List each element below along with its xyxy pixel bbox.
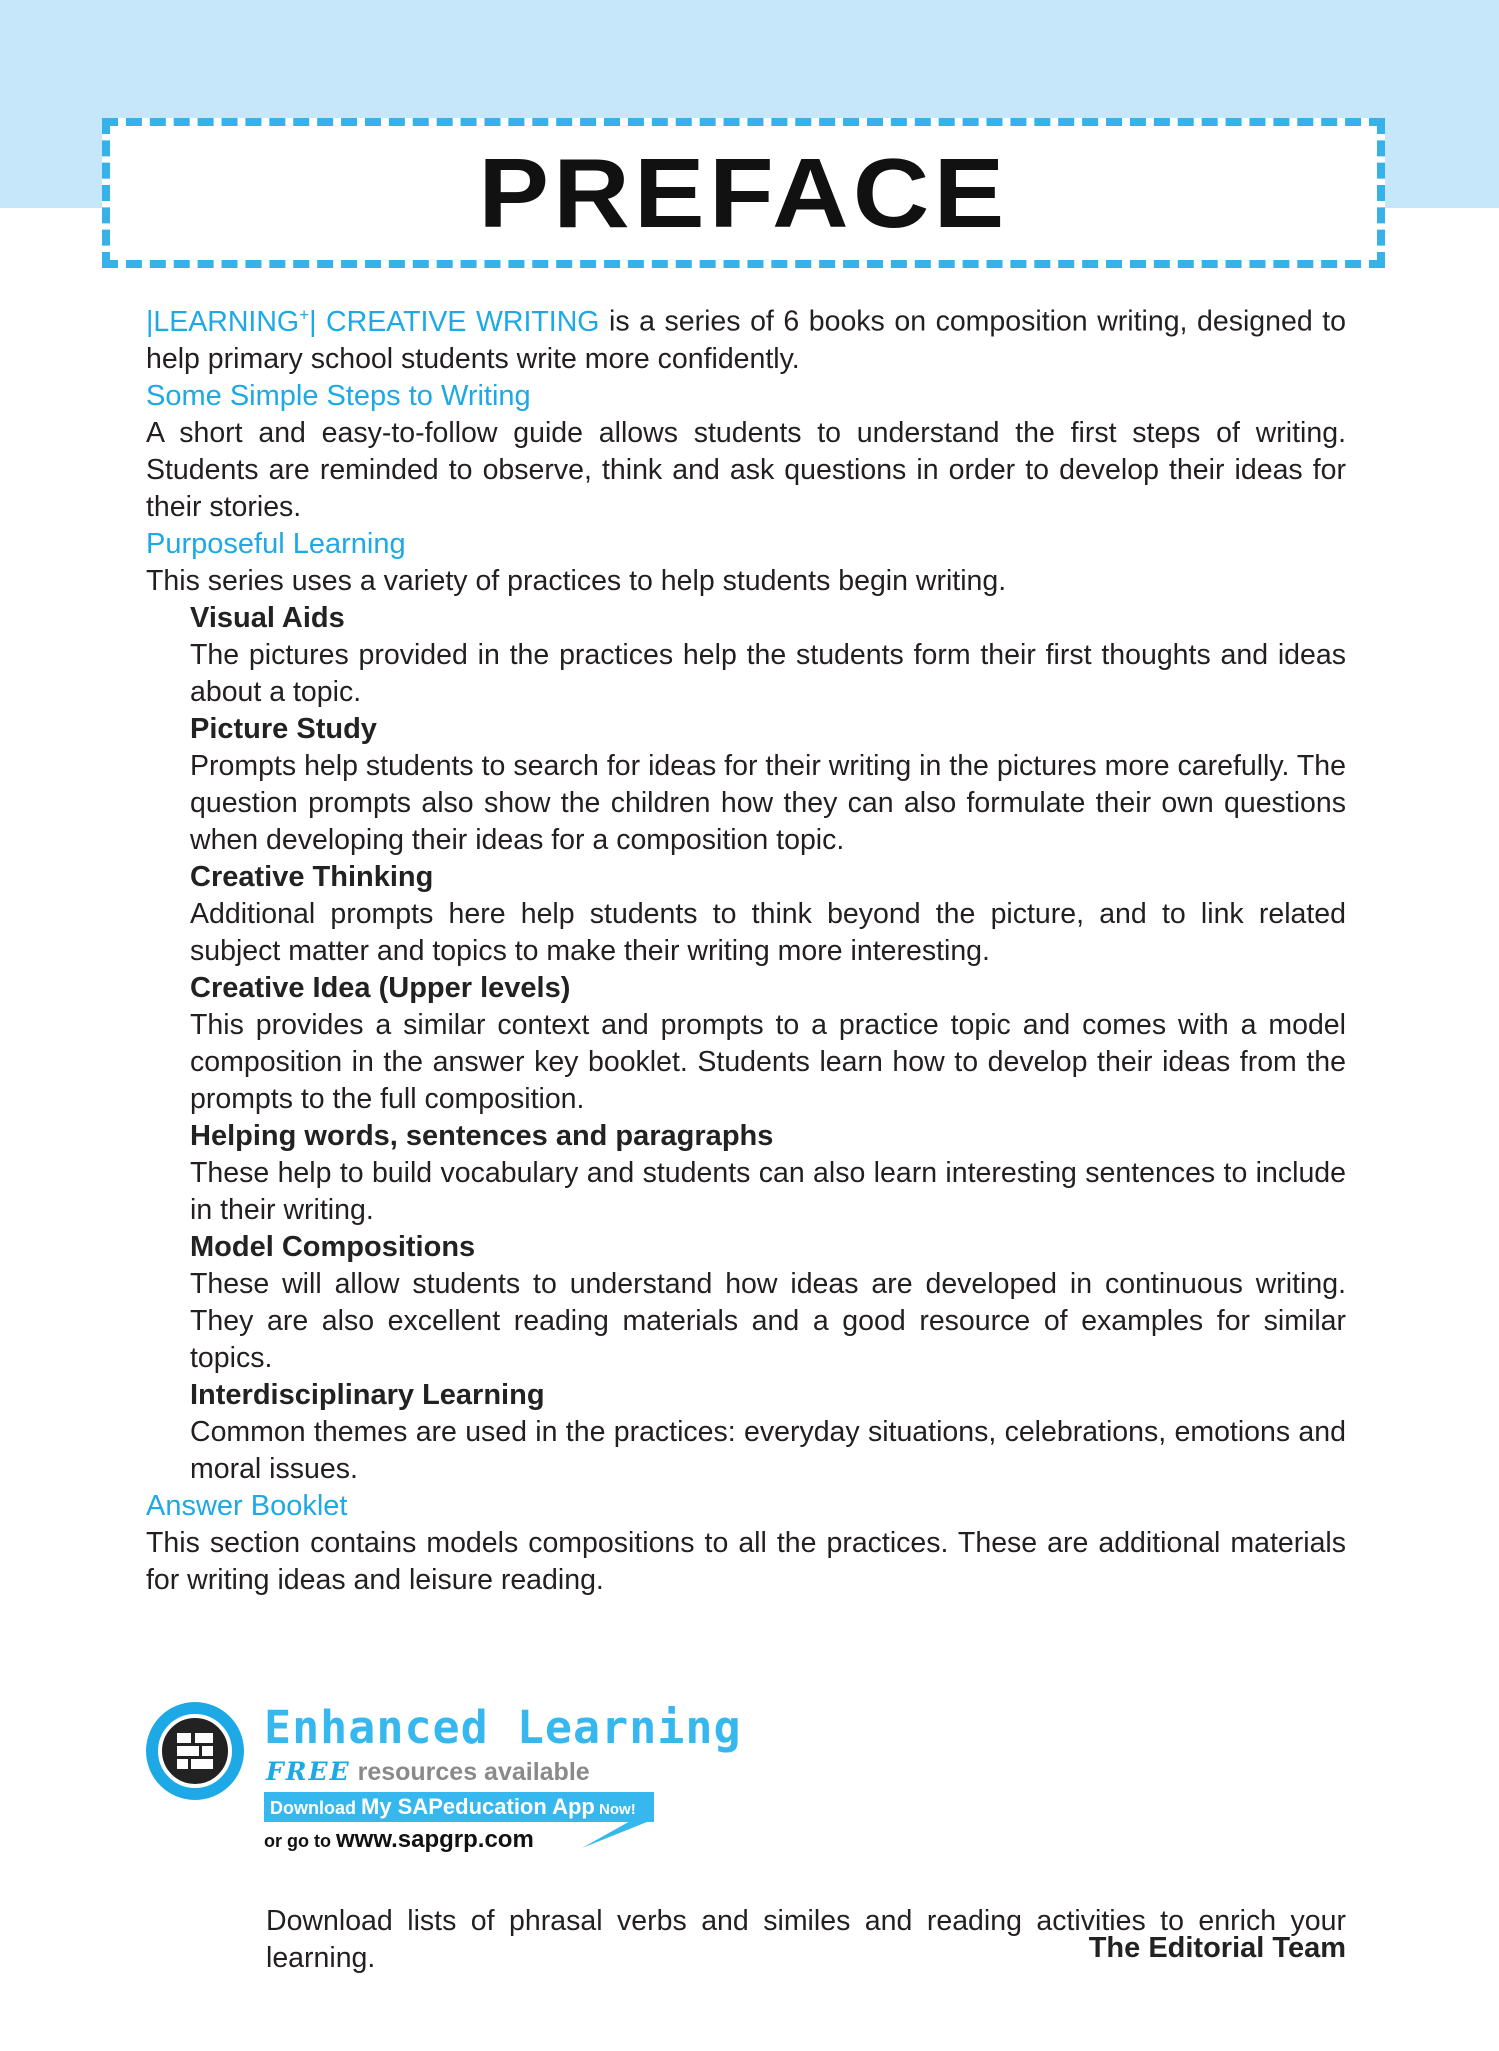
- subbody-helping-words: These help to build vocabulary and students can also learn interesting sentences to include in their writing.: [190, 1156, 1346, 1226]
- signoff: The Editorial Team: [1088, 1932, 1346, 1964]
- subbody-model-compositions: These will allow students to understand how ideas are developed in continuous writing. They are also excellent reading materials and a good resource of examples for similar topics.: [190, 1267, 1346, 1374]
- subbody-interdisciplinary: Common themes are used in the practices: everyday situations, celebrations, emotions and moral issues.: [190, 1415, 1346, 1485]
- series-name-part2: | CREATIVE WRITING: [309, 305, 600, 338]
- website-line: [264, 1826, 534, 1854]
- subbody-visual-aids: The pictures provided in the practices help the students form their first thoughts and ideas about a topic.: [190, 638, 1346, 708]
- subbody-creative-idea: This provides a similar context and prompts to a practice topic and comes with a model composition in the answer key booklet. Students learn how to develop their ideas from the prompts to the full composition.: [190, 1008, 1346, 1115]
- section-body-purposeful: This series uses a variety of practices to help students begin writing.: [146, 564, 1007, 597]
- subheading-creative-thinking: Creative Thinking: [190, 860, 434, 893]
- enhanced-learning-promo: [146, 1701, 1346, 1974]
- title-frame: [102, 118, 1385, 268]
- website-link[interactable]: www.sapgrp.com: [335, 1826, 534, 1853]
- section-heading-answer: Answer Booklet: [146, 1489, 348, 1522]
- series-name-part1: |LEARNING: [146, 305, 300, 338]
- banner-arrow-icon: [572, 1820, 652, 1850]
- logo-grid-icon: [158, 1714, 232, 1788]
- preface-body: [146, 296, 1346, 1599]
- subheading-model-compositions: Model Compositions: [190, 1230, 476, 1263]
- page-title: PREFACE: [478, 137, 1009, 248]
- now-label: Now!: [594, 1801, 636, 1818]
- promo-description: Download lists of phrasal verbs and similes and reading activities to enrich your learning.: [266, 1904, 1346, 1974]
- subheading-creative-idea: Creative Idea (Upper levels): [190, 971, 571, 1004]
- or-go-label: or go to: [264, 1831, 336, 1851]
- enhanced-learning-logo-icon: [146, 1702, 244, 1800]
- section-heading-steps: Some Simple Steps to Writing: [146, 379, 531, 412]
- subheading-picture-study: Picture Study: [190, 712, 377, 745]
- section-heading-purposeful: Purposeful Learning: [146, 527, 406, 560]
- download-app-banner[interactable]: [264, 1792, 654, 1822]
- subbody-picture-study: Prompts help students to search for ideas for their writing in the pictures more carefully. The question prompts also show the children how they can also formulate their own questions when developing their ideas for a composition topic.: [190, 749, 1346, 856]
- download-label: Download: [270, 1798, 361, 1818]
- intro-paragraph: [146, 296, 1346, 378]
- section-body-steps: A short and easy-to-follow guide allows students to understand the first steps of writing. Students are reminded to observe, think and ask questions in order to develop their ideas for their stories.: [146, 416, 1346, 523]
- subbody-creative-thinking: Additional prompts here help students to think beyond the picture, and to link related subject matter and topics to make their writing more interesting.: [190, 897, 1346, 967]
- practice-list: [190, 600, 1346, 1488]
- free-rest-label: resources available: [350, 1758, 590, 1786]
- free-label: FREE: [266, 1757, 351, 1786]
- series-name: [146, 306, 599, 338]
- intro-text: is a series of 6 books on composition writing, designed to help primary school students write more confidently.: [146, 305, 1346, 375]
- promo-title: Enhanced Learning: [264, 1701, 742, 1754]
- section-body-answer: This section contains models compositions to all the practices. These are additional materials for writing ideas and leisure reading.: [146, 1526, 1346, 1596]
- app-name: My SAPeducation App: [361, 1794, 595, 1819]
- subheading-helping-words: Helping words, sentences and paragraphs: [190, 1119, 774, 1152]
- subheading-visual-aids: Visual Aids: [190, 601, 345, 634]
- subheading-interdisciplinary: Interdisciplinary Learning: [190, 1378, 545, 1411]
- free-resources-line: [266, 1757, 590, 1787]
- series-name-sup: +: [299, 305, 310, 324]
- logo-glyph-icon: [173, 1729, 217, 1773]
